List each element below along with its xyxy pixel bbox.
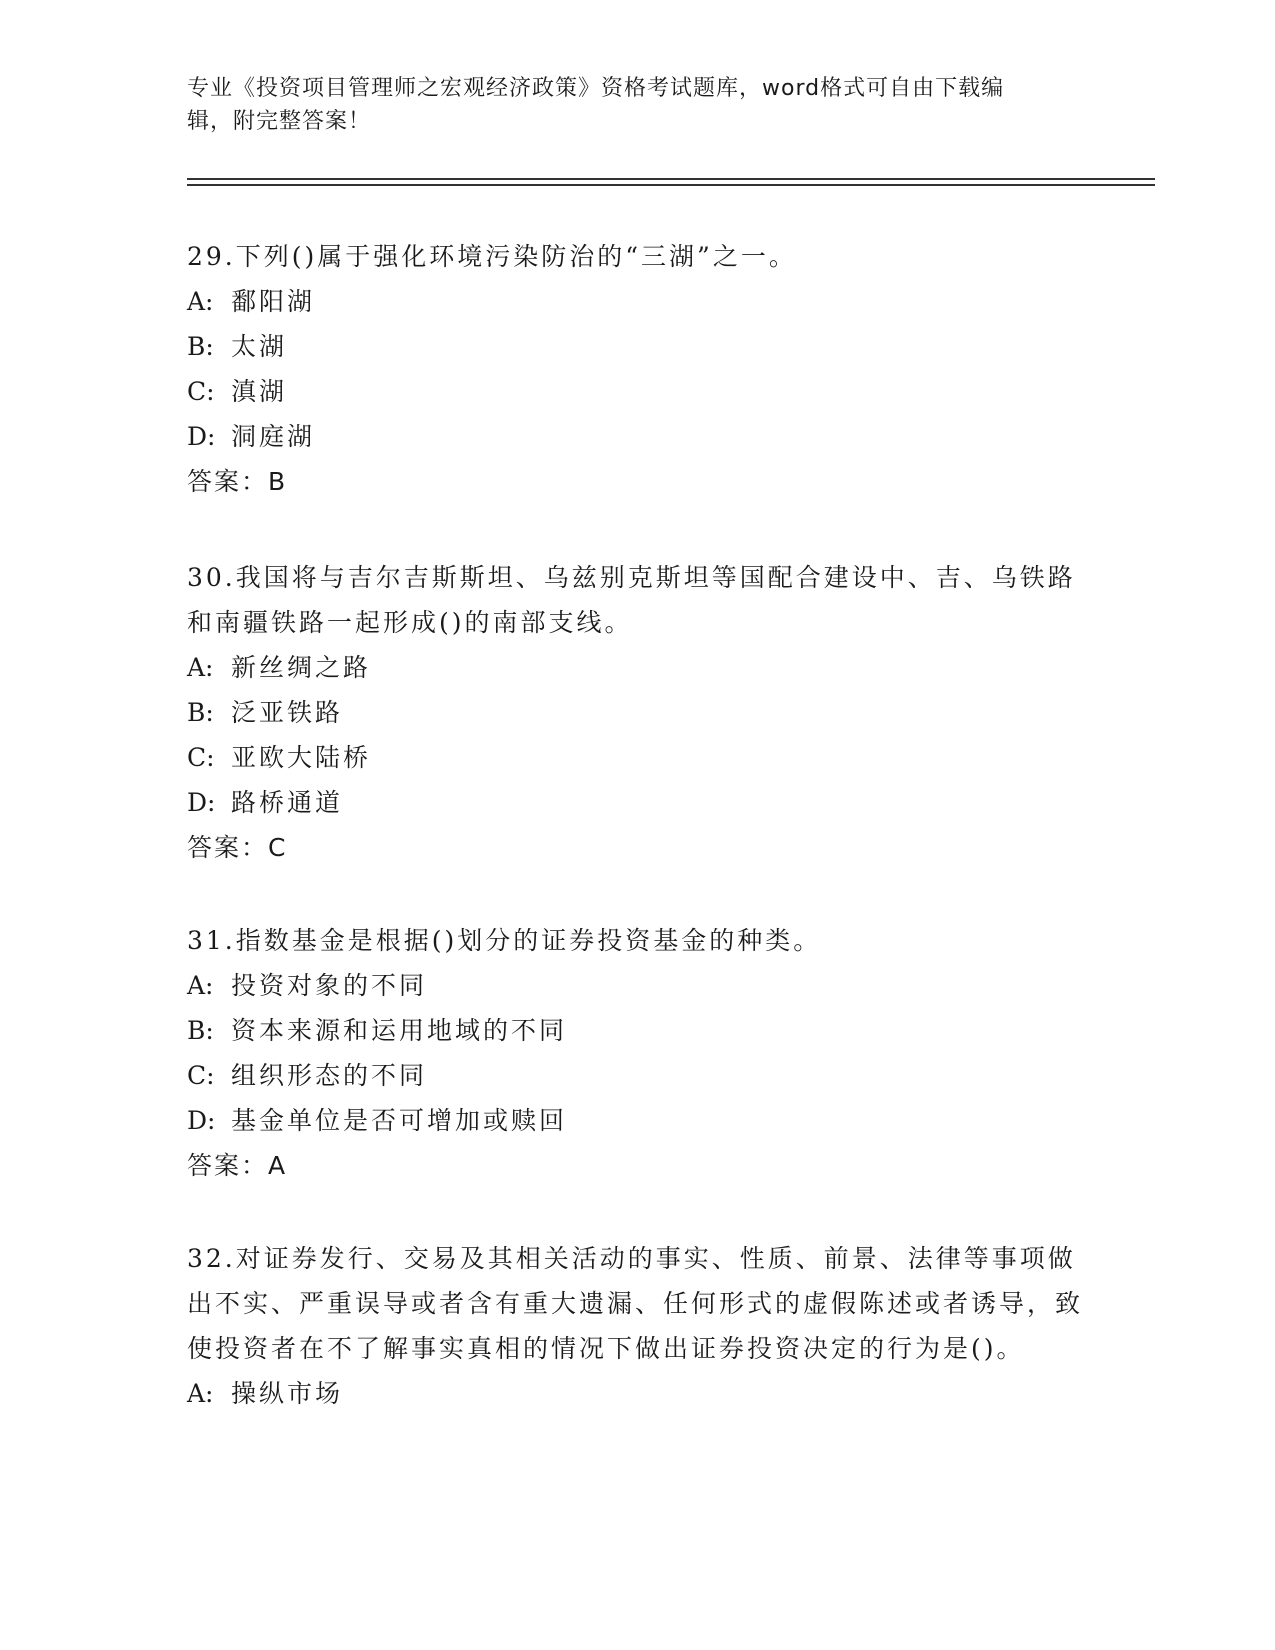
option-b <box>187 690 1087 735</box>
question-31 <box>187 918 1087 1188</box>
option-letter: A: <box>187 971 214 1000</box>
option-text: 投资对象的不同 <box>231 971 428 1000</box>
option-b <box>187 1008 1087 1053</box>
answer: 答案：B <box>187 467 288 496</box>
header-line-2: 辑，附完整答案！ <box>187 109 372 134</box>
option-letter: B: <box>187 332 214 361</box>
header-divider-bottom <box>187 184 1155 186</box>
option-text: 操纵市场 <box>231 1379 344 1408</box>
option-text: 太湖 <box>231 332 288 361</box>
option-c <box>187 735 1087 780</box>
question-text: 29.下列()属于强化环境污染防治的“三湖”之一。 <box>187 242 797 271</box>
answer: 答案：C <box>187 833 288 862</box>
option-a <box>187 1371 1087 1416</box>
option-text: 新丝绸之路 <box>231 653 372 682</box>
option-a <box>187 645 1087 690</box>
option-letter: A: <box>187 653 214 682</box>
option-text: 泛亚铁路 <box>231 698 344 727</box>
question-29 <box>187 234 1087 504</box>
option-letter: A: <box>187 287 214 316</box>
option-text: 亚欧大陆桥 <box>231 743 372 772</box>
option-c <box>187 369 1087 414</box>
question-text: 31.指数基金是根据()划分的证券投资基金的种类。 <box>187 926 822 955</box>
option-letter: C: <box>187 1061 215 1090</box>
answer: 答案：A <box>187 1151 288 1180</box>
question-30 <box>187 555 1087 870</box>
question-text: 32.对证券发行、交易及其相关活动的事实、性质、前景、法律等事项做出不实、严重误导或者含有重大遗漏、任何形式的虚假陈述或者诱导，致使投资者在不了解事实真相的情况下做出证券投资决定的行为是()。 <box>187 1244 1084 1363</box>
option-d <box>187 780 1087 825</box>
question-32 <box>187 1236 1087 1416</box>
document-header <box>187 72 1087 138</box>
option-text: 组织形态的不同 <box>231 1061 428 1090</box>
option-b <box>187 324 1087 369</box>
option-text: 滇湖 <box>231 377 288 406</box>
option-letter: D: <box>187 788 216 817</box>
option-letter: D: <box>187 1106 216 1135</box>
option-d <box>187 414 1087 459</box>
option-a <box>187 963 1087 1008</box>
option-letter: C: <box>187 377 215 406</box>
option-text: 鄱阳湖 <box>231 287 316 316</box>
option-text: 路桥通道 <box>231 788 344 817</box>
question-text: 30.我国将与吉尔吉斯斯坦、乌兹别克斯坦等国配合建设中、吉、乌铁路和南疆铁路一起形成()的南部支线。 <box>187 563 1076 637</box>
option-c <box>187 1053 1087 1098</box>
option-a <box>187 279 1087 324</box>
option-text: 基金单位是否可增加或赎回 <box>231 1106 568 1135</box>
header-divider-top <box>187 178 1155 180</box>
option-text: 资本来源和运用地域的不同 <box>231 1016 568 1045</box>
option-letter: A: <box>187 1379 214 1408</box>
option-text: 洞庭湖 <box>231 422 316 451</box>
header-line-1: 专业《投资项目管理师之宏观经济政策》资格考试题库，word格式可自由下载编 <box>187 76 1005 101</box>
option-letter: B: <box>187 698 214 727</box>
option-d <box>187 1098 1087 1143</box>
option-letter: B: <box>187 1016 214 1045</box>
option-letter: C: <box>187 743 215 772</box>
option-letter: D: <box>187 422 216 451</box>
